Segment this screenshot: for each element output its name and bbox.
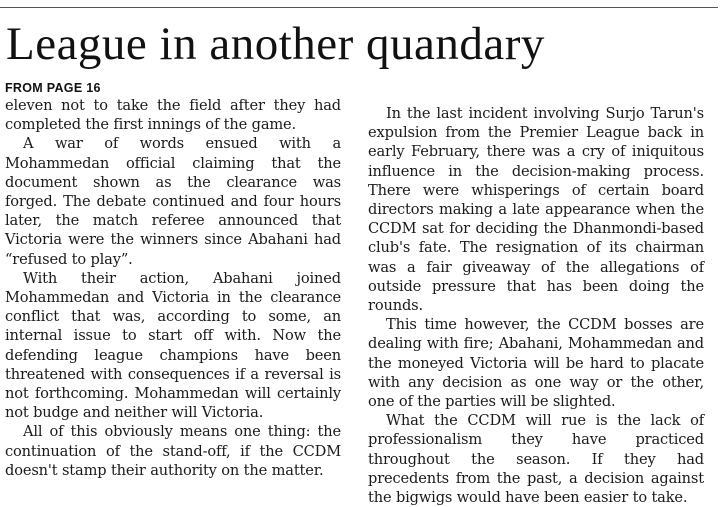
paragraph: This time however, the CCDM bosses are dealing with fire; Abahani, Mohammedan and the moneyed Victoria will be hard to placate with any decision as one way or the other, one of the parties will be slighted.	[368, 316, 704, 411]
paragraph: With their action, Abahani joined Mohammedan and Victoria in the clearance conflict that was, according to some, an internal issue to start off with. Now the defending league champions have been threatened with consequences if a reversal is not forthcoming. Mohammedan will certainly not budge and neither will Victoria.	[5, 269, 341, 422]
top-rule	[0, 7, 718, 8]
paragraph: What the CCDM will rue is the lack of professionalism they have practiced throughout the season. If they had precedents from the past, a decision against the bigwigs would have been easier to take.	[368, 412, 704, 507]
paragraph: In the last incident involving Surjo Tarun's expulsion from the Premier League back in early February, there was a cry of iniquitous influence in the decision-making process. There were whisperings of certain board directors making a late appearance when the CCDM sat for deciding the Dhanmondi-based club's fate. The resignation of its chairman was a fair giveaway of the allegations of outside pressure that has been doing the rounds.	[368, 105, 704, 315]
paragraph: A war of words ensued with a Mohammedan official claiming that the document shown as the clearance was forged. The debate continued and four hours later, the match referee announced that Victoria were the winners since Abahani had “refused to play”.	[5, 135, 341, 268]
paragraph: eleven not to take the field after they had completed the first innings of the game.	[5, 97, 341, 134]
paragraph: All of this obviously means one thing: the continuation of the stand-off, if the CCDM doesn't stamp their authority on the matter.	[5, 423, 341, 479]
left-column	[5, 80, 341, 480]
kicker: FROM PAGE 16	[5, 81, 101, 95]
headline: League in another quandary	[6, 18, 545, 70]
right-column	[368, 104, 704, 507]
